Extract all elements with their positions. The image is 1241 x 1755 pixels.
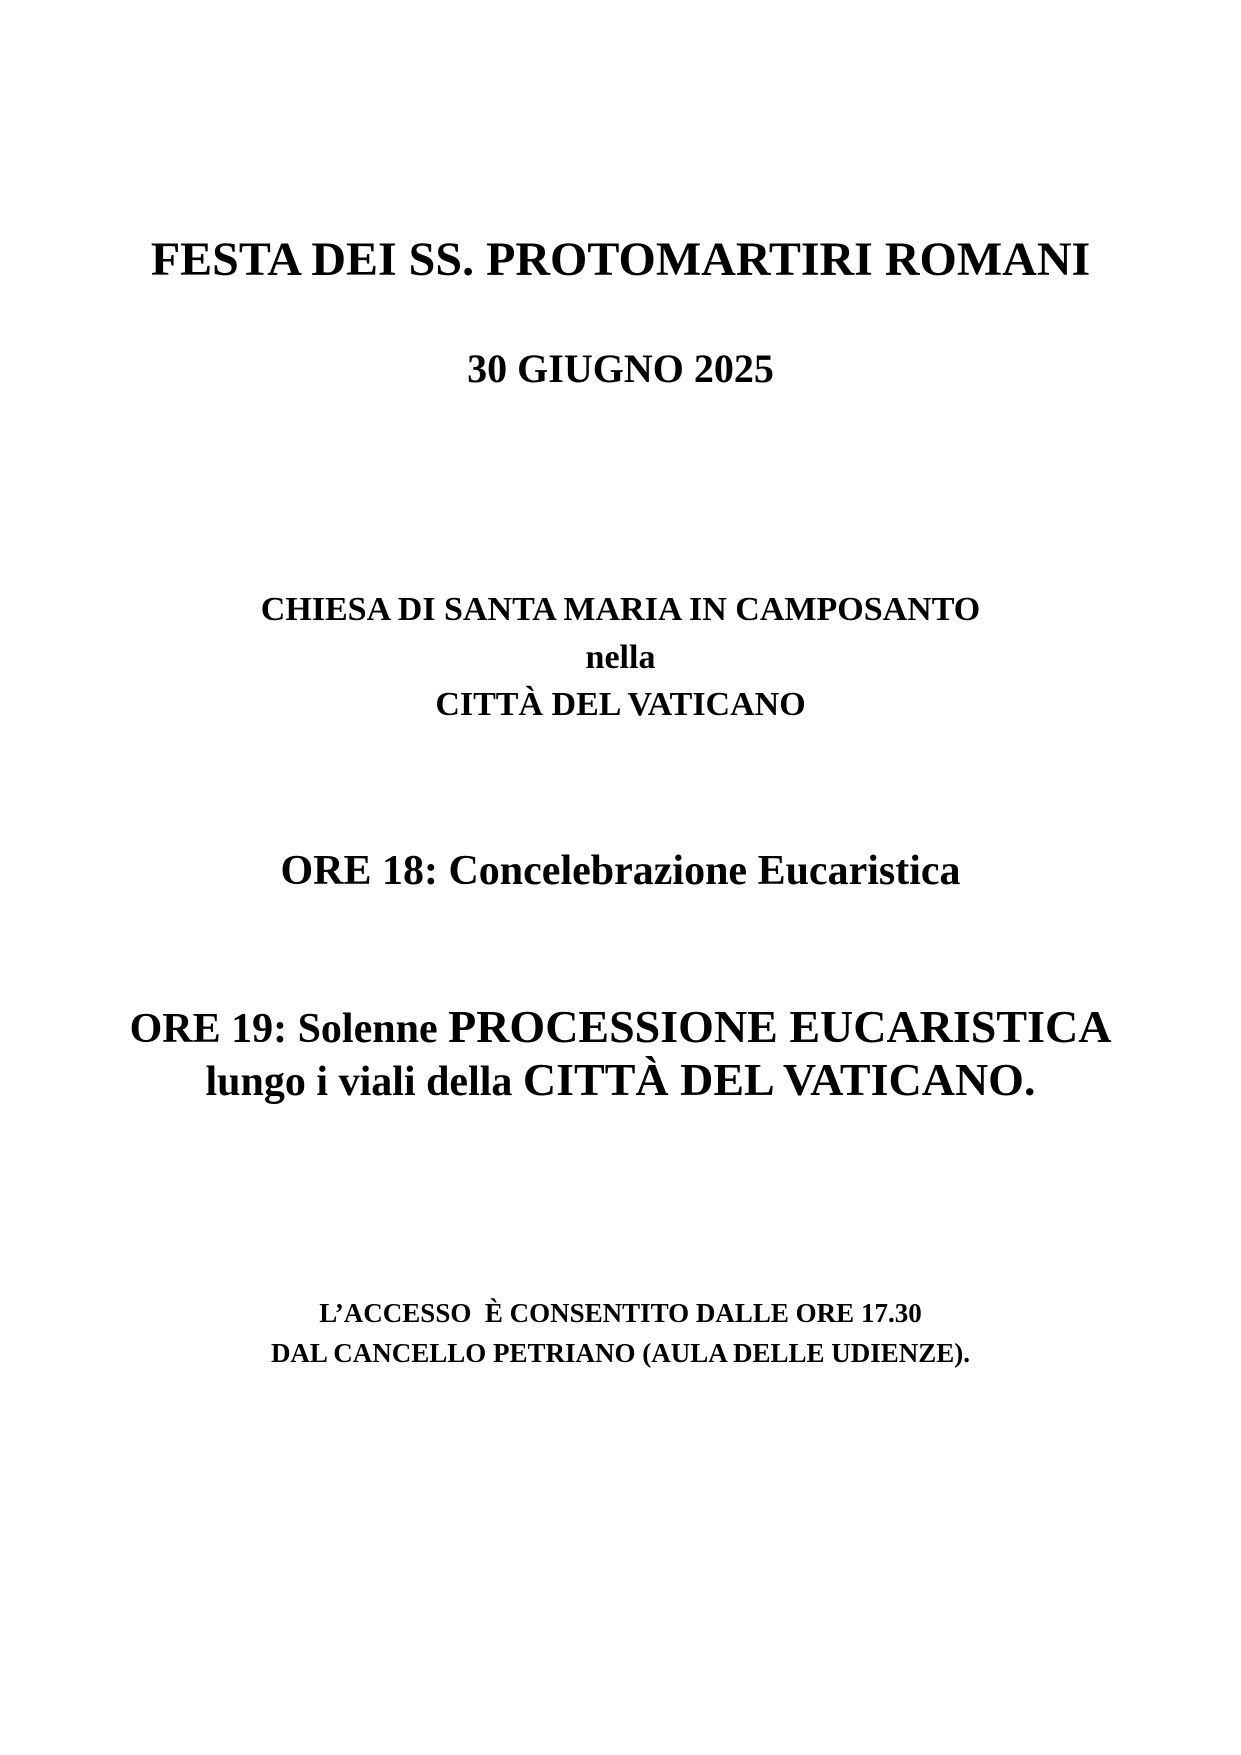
schedule-ore-19-route bbox=[0, 1054, 1241, 1105]
access-notice-time: L’ACCESSO È CONSENTITO DALLE ORE 17.30 bbox=[319, 1298, 922, 1328]
page-title: FESTA DEI SS. PROTOMARTIRI ROMANI bbox=[150, 233, 1091, 286]
access-notice-gate: DAL CANCELLO PETRIANO (AULA DELLE UDIENZE). bbox=[270, 1338, 971, 1368]
schedule-ore-19 bbox=[0, 1001, 1241, 1052]
schedule-ore-18: ORE 18: Concelebrazione Eucaristica bbox=[280, 848, 961, 894]
schedule-ore-19-route-prefix: lungo i viali della bbox=[205, 1059, 523, 1105]
schedule-ore-19-prefix: ORE 19: Solenne bbox=[129, 1006, 449, 1052]
event-date: 30 GIUGNO 2025 bbox=[467, 346, 774, 391]
schedule-ore-19-route-city: CITTÀ DEL VATICANO. bbox=[522, 1054, 1036, 1105]
location-connector: nella bbox=[585, 639, 656, 676]
location-church: CHIESA DI SANTA MARIA IN CAMPOSANTO bbox=[260, 591, 981, 628]
schedule-ore-19-procession: PROCESSIONE EUCARISTICA bbox=[448, 1001, 1112, 1052]
location-city: CITTÀ DEL VATICANO bbox=[435, 686, 806, 723]
